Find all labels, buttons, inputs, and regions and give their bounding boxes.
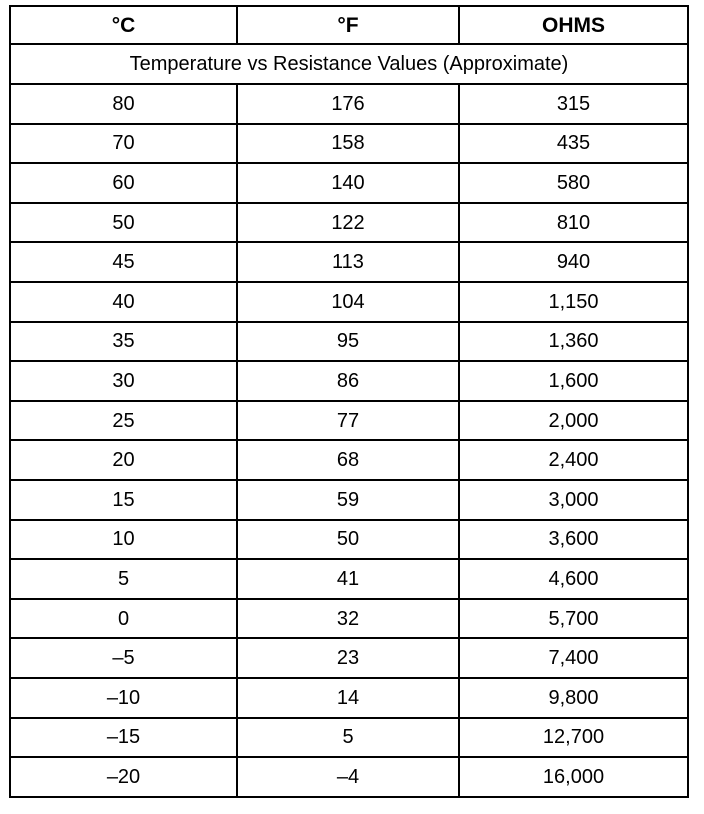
table-row [11,599,687,639]
cell-celsius: –10 [11,678,237,718]
table-row [11,520,687,560]
cell-ohms: 7,400 [459,638,687,678]
table-caption: Temperature vs Resistance Values (Approximate) [11,44,687,84]
table-row [11,361,687,401]
cell-ohms: 9,800 [459,678,687,718]
cell-fahrenheit: 41 [237,559,459,599]
cell-fahrenheit: 23 [237,638,459,678]
table-row [11,757,687,796]
cell-celsius: 40 [11,282,237,322]
cell-ohms: 3,600 [459,520,687,560]
cell-celsius: 10 [11,520,237,560]
header-ohms: OHMS [459,7,687,44]
caption-row [11,44,687,84]
cell-ohms: 810 [459,203,687,243]
cell-ohms: 1,600 [459,361,687,401]
cell-ohms: 2,400 [459,440,687,480]
table-row [11,322,687,362]
cell-celsius: 5 [11,559,237,599]
cell-ohms: 940 [459,242,687,282]
cell-fahrenheit: 158 [237,124,459,164]
cell-fahrenheit: 95 [237,322,459,362]
cell-fahrenheit: 113 [237,242,459,282]
cell-fahrenheit: 50 [237,520,459,560]
cell-celsius: 30 [11,361,237,401]
cell-ohms: 3,000 [459,480,687,520]
cell-fahrenheit: 77 [237,401,459,441]
table-row [11,124,687,164]
table-row [11,242,687,282]
table-row [11,163,687,203]
table-row [11,203,687,243]
table-row [11,401,687,441]
cell-celsius: 50 [11,203,237,243]
cell-celsius: 35 [11,322,237,362]
cell-celsius: 15 [11,480,237,520]
cell-fahrenheit: 86 [237,361,459,401]
cell-fahrenheit: 5 [237,718,459,758]
cell-fahrenheit: 32 [237,599,459,639]
cell-celsius: 45 [11,242,237,282]
header-row [11,7,687,44]
table-row [11,718,687,758]
cell-ohms: 16,000 [459,757,687,796]
cell-celsius: 0 [11,599,237,639]
table-row [11,638,687,678]
cell-celsius: 25 [11,401,237,441]
cell-ohms: 4,600 [459,559,687,599]
header-celsius: °C [11,7,237,44]
cell-fahrenheit: 68 [237,440,459,480]
cell-celsius: 60 [11,163,237,203]
table-row [11,282,687,322]
cell-celsius: 80 [11,84,237,124]
cell-ohms: 315 [459,84,687,124]
cell-celsius: –20 [11,757,237,796]
cell-fahrenheit: 176 [237,84,459,124]
cell-fahrenheit: –4 [237,757,459,796]
cell-ohms: 5,700 [459,599,687,639]
cell-fahrenheit: 140 [237,163,459,203]
cell-ohms: 1,150 [459,282,687,322]
cell-fahrenheit: 122 [237,203,459,243]
cell-ohms: 1,360 [459,322,687,362]
cell-celsius: 20 [11,440,237,480]
cell-celsius: –5 [11,638,237,678]
cell-ohms: 12,700 [459,718,687,758]
table-row [11,84,687,124]
cell-fahrenheit: 59 [237,480,459,520]
temperature-resistance-table [9,5,689,798]
header-fahrenheit: °F [237,7,459,44]
cell-fahrenheit: 14 [237,678,459,718]
cell-ohms: 2,000 [459,401,687,441]
table-row [11,440,687,480]
cell-celsius: 70 [11,124,237,164]
cell-ohms: 580 [459,163,687,203]
data-table [11,7,687,796]
table-row [11,480,687,520]
cell-ohms: 435 [459,124,687,164]
cell-celsius: –15 [11,718,237,758]
cell-fahrenheit: 104 [237,282,459,322]
table-row [11,678,687,718]
table-row [11,559,687,599]
